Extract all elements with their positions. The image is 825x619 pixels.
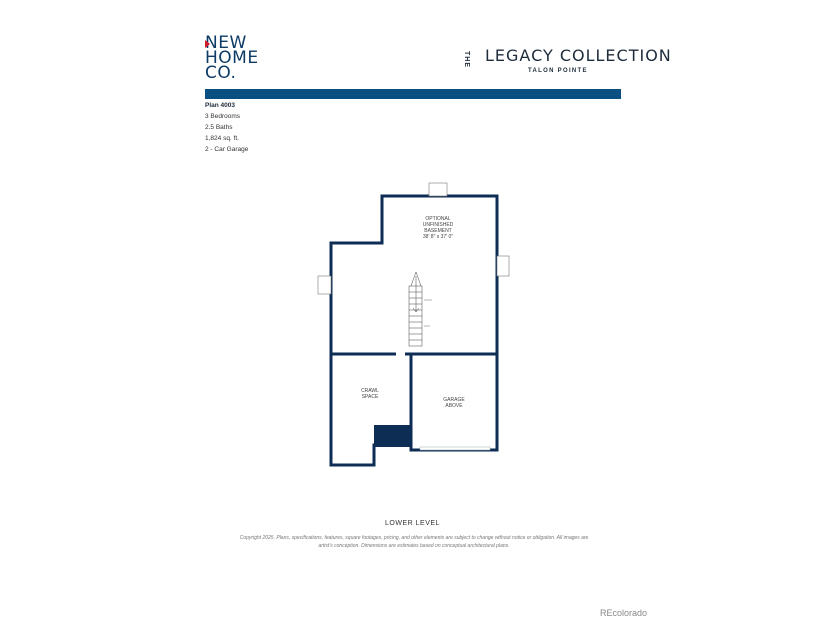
room-dimensions: 38' 8" x 37' 0" xyxy=(422,234,454,240)
room-label-line: SPACE xyxy=(361,394,379,400)
bedrooms-count: 3 Bedrooms xyxy=(205,113,241,120)
crawl-space-label xyxy=(352,388,388,400)
brand-prefix: THE xyxy=(463,51,470,68)
recolorado-watermark: REcolorado xyxy=(600,608,648,618)
logo-line: CO. xyxy=(205,63,237,83)
room-label-line: ABOVE xyxy=(445,403,463,409)
window-well-right xyxy=(497,256,509,276)
room-label-line: GARAGE xyxy=(443,397,465,403)
garage-door xyxy=(420,447,490,450)
foundation-block xyxy=(374,425,411,447)
staircase xyxy=(409,272,432,346)
basement-room-label xyxy=(416,216,460,240)
square-footage: 1,824 sq. ft. xyxy=(205,135,239,142)
room-label-line: BASEMENT xyxy=(424,228,452,234)
plan-name: Plan 4003 xyxy=(205,102,235,109)
garage-size: 2 - Car Garage xyxy=(205,146,249,153)
brand-name: LEGACY COLLECTION xyxy=(485,46,672,65)
logo-line: NEW xyxy=(205,33,247,53)
room-label-line: OPTIONAL xyxy=(425,216,451,222)
baths-count: 2.5 Baths xyxy=(205,124,233,131)
room-label-line: UNFINISHED xyxy=(422,222,454,228)
window-well-left xyxy=(318,276,331,294)
copyright-notice: Copyright 2025. Plans, specifications, features, square footages, pricing, and other elements are subject to change without notice or obligation. All images are artist's conception. Dimensions are estimates based on conceptual architectural plans. xyxy=(239,535,589,549)
community-name: TALON POINTE xyxy=(528,68,588,74)
window-well-top xyxy=(429,183,447,196)
room-label-line: CRAWL xyxy=(361,388,379,394)
outer-wall xyxy=(331,196,497,465)
logo-line: HOME xyxy=(205,48,259,68)
garage-label xyxy=(434,397,474,409)
level-label: LOWER LEVEL xyxy=(385,520,440,527)
